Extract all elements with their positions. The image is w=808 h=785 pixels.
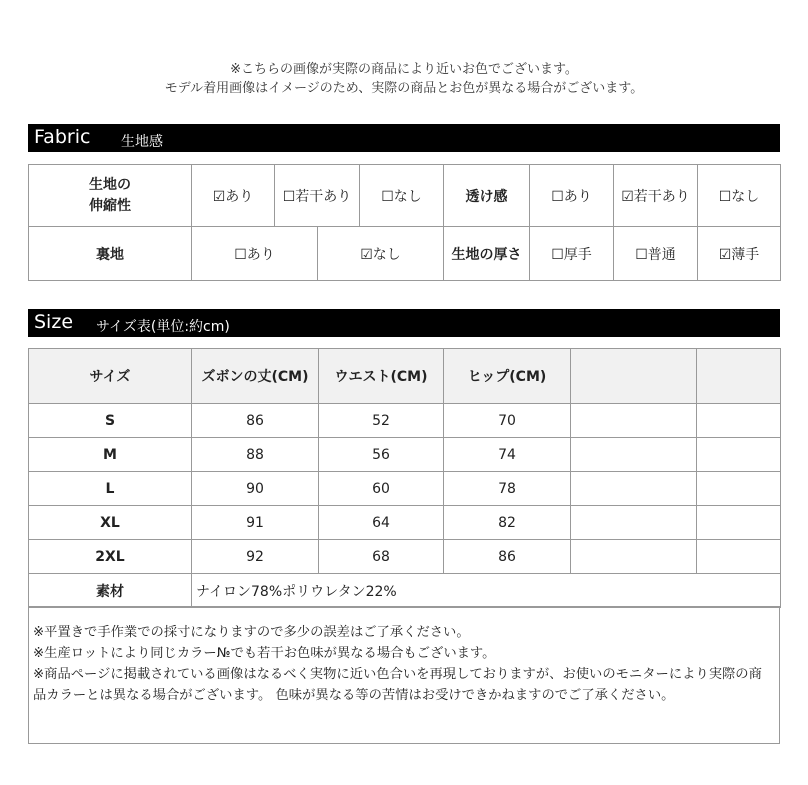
normal-option: ☐普通 <box>614 227 698 281</box>
header-empty-2 <box>697 349 781 404</box>
empty-cell <box>697 404 781 438</box>
lining-none-option: ☑なし <box>318 227 444 281</box>
notes-box <box>28 606 780 744</box>
stretch-none-option: ☐なし <box>360 165 444 227</box>
empty-cell <box>571 540 697 574</box>
size-title: Size <box>34 311 74 333</box>
waist-cell: 64 <box>319 506 444 540</box>
table-row <box>29 438 781 472</box>
header-waist: ウエスト(CM) <box>319 349 444 404</box>
header-hip: ヒップ(CM) <box>444 349 571 404</box>
header-empty-1 <box>571 349 697 404</box>
empty-cell <box>571 472 697 506</box>
table-row <box>29 506 781 540</box>
thin-option: ☑薄手 <box>698 227 781 281</box>
waist-cell: 68 <box>319 540 444 574</box>
length-cell: 88 <box>192 438 319 472</box>
sheer-none-option: ☐なし <box>698 165 781 227</box>
length-cell: 90 <box>192 472 319 506</box>
fabric-header-bar <box>28 124 780 152</box>
fabric-table <box>28 164 781 281</box>
note-1: ※平置きで手作業での採寸になりますので多少の誤差はご了承ください。 <box>33 625 470 640</box>
fabric-title: Fabric <box>34 126 91 148</box>
hip-cell: 70 <box>444 404 571 438</box>
header-length: ズボンの丈(CM) <box>192 349 319 404</box>
empty-cell <box>697 438 781 472</box>
hip-cell: 86 <box>444 540 571 574</box>
lining-yes-option: ☐あり <box>192 227 318 281</box>
sheer-some-option: ☑若干あり <box>614 165 698 227</box>
size-cell: M <box>29 438 192 472</box>
stretch-some-option: ☐若干あり <box>275 165 360 227</box>
table-row <box>29 472 781 506</box>
empty-cell <box>571 404 697 438</box>
thickness-label: 生地の厚さ <box>444 227 530 281</box>
size-cell: 2XL <box>29 540 192 574</box>
stretch-label <box>29 165 192 227</box>
notice-line-1: ※こちらの画像が実際の商品により近いお色でございます。 <box>230 62 578 77</box>
hip-cell: 78 <box>444 472 571 506</box>
size-cell: S <box>29 404 192 438</box>
size-header-row <box>29 349 781 404</box>
thick-option: ☐厚手 <box>530 227 614 281</box>
material-label: 素材 <box>29 574 192 608</box>
stretch-label-line-2: 伸縮性 <box>89 197 131 214</box>
table-row <box>29 540 781 574</box>
empty-cell <box>697 506 781 540</box>
hip-cell: 82 <box>444 506 571 540</box>
fabric-subtitle: 生地感 <box>121 134 163 150</box>
waist-cell: 52 <box>319 404 444 438</box>
hip-cell: 74 <box>444 438 571 472</box>
stretch-label-line-1: 生地の <box>89 176 131 193</box>
stretch-yes-option: ☑あり <box>192 165 275 227</box>
material-value: ナイロン78%ポリウレタン22% <box>192 574 781 608</box>
note-2: ※生産ロットにより同じカラー№でも若干お色味が異なる場合もございます。 <box>33 646 496 661</box>
table-row <box>29 404 781 438</box>
sheer-label: 透け感 <box>444 165 530 227</box>
size-table <box>28 348 781 608</box>
empty-cell <box>697 472 781 506</box>
empty-cell <box>571 506 697 540</box>
size-cell: L <box>29 472 192 506</box>
length-cell: 86 <box>192 404 319 438</box>
empty-cell <box>697 540 781 574</box>
size-header-bar <box>28 309 780 337</box>
waist-cell: 60 <box>319 472 444 506</box>
waist-cell: 56 <box>319 438 444 472</box>
length-cell: 91 <box>192 506 319 540</box>
lining-label: 裏地 <box>29 227 192 281</box>
empty-cell <box>571 438 697 472</box>
sheer-yes-option: ☐あり <box>530 165 614 227</box>
notice-line-2: モデル着用画像はイメージのため、実際の商品とお色が異なる場合がございます。 <box>164 81 644 96</box>
header-size: サイズ <box>29 349 192 404</box>
note-3: ※商品ページに掲載されている画像はなるべく実物に近い色合いを再現しておりますが、お使いのモニターにより実際の商品カラーとは異なる場合がございます。 色味が異なる等の苦情はお受けできかねますのでご了承ください。 <box>33 667 762 703</box>
size-cell: XL <box>29 506 192 540</box>
material-row <box>29 574 781 608</box>
size-subtitle: サイズ表(単位:約cm) <box>96 319 230 335</box>
length-cell: 92 <box>192 540 319 574</box>
